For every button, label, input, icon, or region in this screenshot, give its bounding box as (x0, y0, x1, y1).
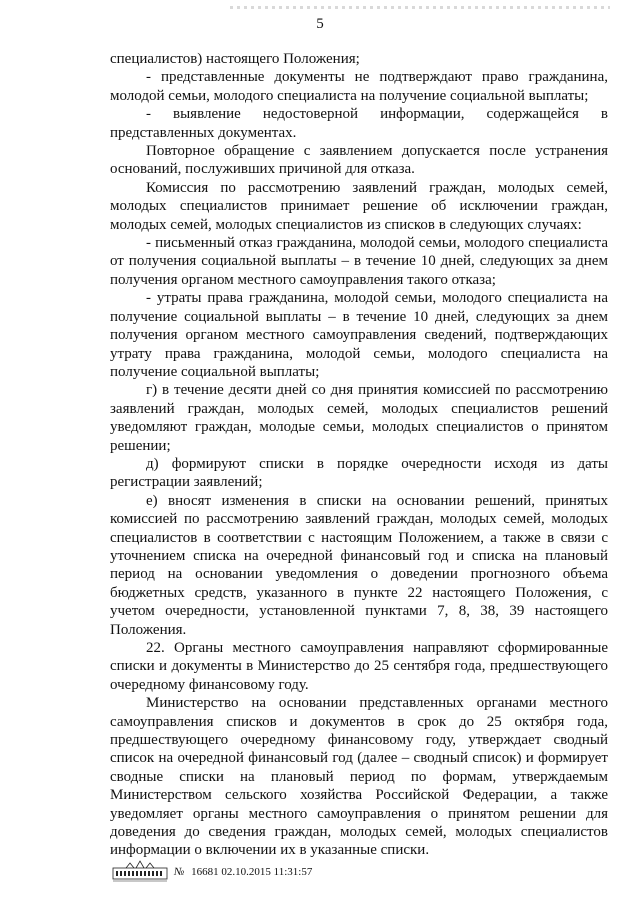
registration-datetime: 02.10.2015 11:31:57 (221, 866, 313, 878)
paragraph: - представленные документы не подтверждают право гражданина, молодой семьи, молодого специалиста на получение социальной выплаты; (110, 69, 608, 104)
paragraph: д) формируют списки в порядке очередности исходя из даты регистрации заявлений; (110, 455, 608, 491)
document-registration-mark (174, 866, 312, 878)
paragraph: Повторное обращение с заявлением допускается после устранения оснований, послуживших причиной для отказа. (110, 143, 608, 178)
paragraph: 22. Органы местного самоуправления направляют сформированные списки и документы в Министерство до 25 сентября года, предшествующего очередному финансовому году. (110, 640, 608, 693)
paragraph: Министерство на основании представленных органами местного самоуправления списков и документов в срок до 25 октября года, предшествующего очередному финансовому году, утверждает сводный список на очередной финансовый год (далее – сводный список) и формирует сводные списки на плановый период по формам, утверждаемым Министерством сельского хозяйства Российской Федерации, а также уведомляет органы местного самоуправления о принятом решении для доведения до сведения граждан, молодых семей, молодых специалистов информации о включении их в указанные списки. (110, 695, 608, 859)
paragraph: г) в течение десяти дней со дня принятия комиссией по рассмотрению заявлений граждан, молодых семей, молодых специалистов решений уведомляют граждан, молодые семьи, молодых специалистов о принятом решении; (110, 382, 608, 454)
scan-artifact (230, 6, 610, 9)
paragraph: - выявление недостоверной информации, содержащейся в представленных документах. (110, 106, 608, 141)
paragraph: специалистов) настоящего Положения; (110, 51, 360, 67)
document-number: 16681 (191, 866, 219, 878)
registry-seal-icon (112, 860, 168, 884)
paragraph: - утраты права гражданина, молодой семьи, молодого специалиста на получение социальной выплаты – в течение 10 дней, следующих за днем получения органом местного самоуправления сведений, подтверждающих утрату права гражданина, молодой семьи, молодого специалиста на получение социальной выплаты; (110, 290, 608, 380)
number-sign: № (174, 866, 185, 878)
paragraph: е) вносят изменения в списки на основании решений, принятых комиссией по рассмотрению заявлений граждан, молодых семей, молодых специалистов в соответствии с настоящим Положением, а также в связи с уточнением списка на очередной финансовый год и списка на плановый период на основании уведомления о доведении прогнозного объема бюджетных средств, указанного в пункте 22 настоящего Положения, с учетом очередности, установленной пунктами 7, 8, 38, 39 настоящего Положения. (110, 492, 608, 638)
page-number: 5 (316, 16, 324, 32)
document-body (110, 50, 608, 860)
paragraph: - письменный отказ гражданина, молодой семьи, молодого специалиста от получения социальной выплаты – в течение 10 дней, следующих за днем получения органом местного самоуправления такого отказа; (110, 235, 608, 288)
document-footer (112, 860, 412, 886)
paragraph: Комиссия по рассмотрению заявлений граждан, молодых семей, молодых специалистов принимает решение об исключении граждан, молодых семей, молодых специалистов из списков в следующих случаях: (110, 179, 608, 233)
